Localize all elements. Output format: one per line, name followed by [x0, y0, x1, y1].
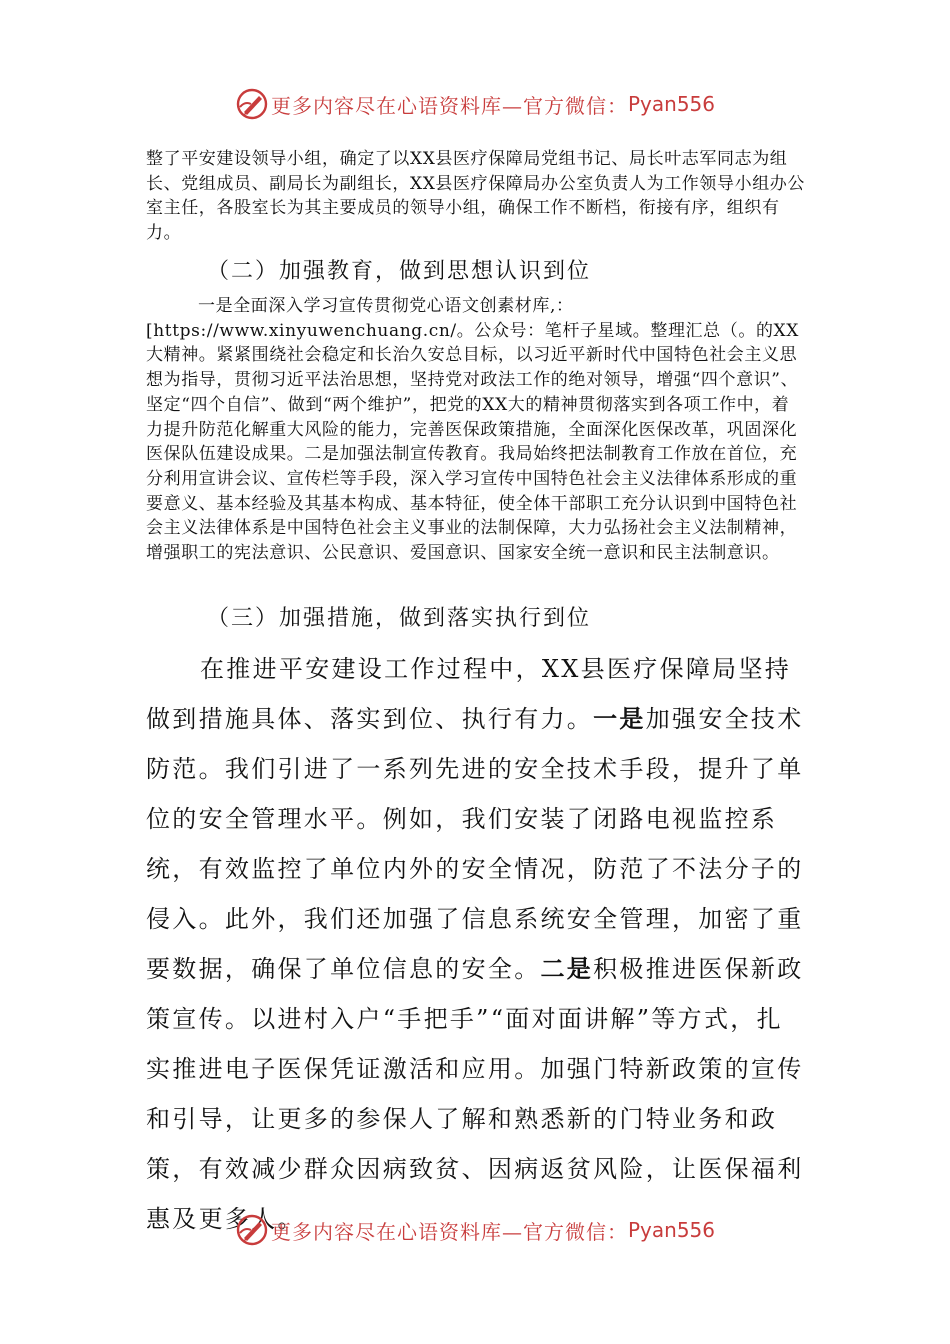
pen-seal-icon: [235, 1213, 269, 1247]
paragraph-measures-policy: 积极推进医保新政策宣传。以进村入户“手把手”“面对面讲解”等方式，扎实推进电子医保凭证激活和应用。加强门特新政策的宣传和引导，让更多的参保人了解和熟悉新的门特业务和政策，有效减少群众因病致贫、因病返贫风险，让医保福利惠及更多人。: [146, 955, 804, 1233]
section-heading-education: （二）加强教育，做到思想认识到位: [207, 259, 592, 284]
pen-seal-icon: [235, 87, 269, 121]
point-one-label: 一是: [593, 704, 646, 733]
paragraph-education: 一是全面深入学习宣传贯彻党心语文创素材库,：[https://www.xinyuwenchuang.cn/。公众号：笔杆子星域。整理汇总（。的XX大精神。紧紧围绕社会稳定和长治久安总目标，以习近平新时代中国特色社会主义思想为指导，贯彻习近平法治思想，坚持党对政法工作的绝对领导，增强“四个意识”、坚定“四个自信”、做到“两个维护”，把党的XX大的精神贯彻落实到各项工作中，着力提升防范化解重大风险的能力，完善医保政策措施，全面深化医保改革，巩固深化医保队伍建设成果。二是加强法制宣传教育。我局始终把法制教育工作放在首位，充分利用宣讲会议、宣传栏等手段，深入学习宣传中国特色社会主义法律体系形成的重要意义、基本经验及其基本构成、基本特征，使全体干部职工充分认识到中国特色社会主义法律体系是中国特色社会主义事业的法制保障，大力弘扬社会主义法制精神，增强职工的宪法意识、公民意识、爱国意识、国家安全统一意识和民主法制意识。: [146, 296, 799, 564]
watermark-wechat-id: Pyan556: [627, 92, 715, 116]
section-heading-measures: （三）加强措施，做到落实执行到位: [207, 606, 592, 631]
watermark-bottom: [0, 1210, 950, 1250]
paragraph-measures-tech: 加强安全技术防范。我们引进了一系列先进的安全技术手段，提升了单位的安全管理水平。例如，我们安装了闭路电视监控系统，有效监控了单位内外的安全情况，防范了不法分子的侵入。此外，我们还加强了信息系统安全管理，加密了重要数据，确保了单位信息的安全。: [146, 705, 804, 983]
paragraph-measures: [146, 644, 806, 1244]
paragraph-leading-group: 整了平安建设领导小组，确定了以XX县医疗保障局党组书记、局长叶志军同志为组长、党组成员、副局长为副组长，XX县医疗保障局办公室负责人为工作领导小组办公室主任，各股室长为其主要成员的领导小组，确保工作不断档，衔接有序，组织有力。: [146, 149, 806, 244]
watermark-top: [0, 84, 950, 124]
paragraph-measures-intro: 在推进平安建设工作过程中，XX县医疗保障局坚持做到措施具体、落实到位、执行有力。: [146, 655, 792, 733]
point-two-label: 二是: [540, 954, 594, 983]
watermark-text: 更多内容尽在心语资料库—官方微信：: [270, 93, 628, 118]
watermark-text: 更多内容尽在心语资料库—官方微信：: [270, 1219, 628, 1244]
watermark-wechat-id: Pyan556: [627, 1218, 715, 1242]
